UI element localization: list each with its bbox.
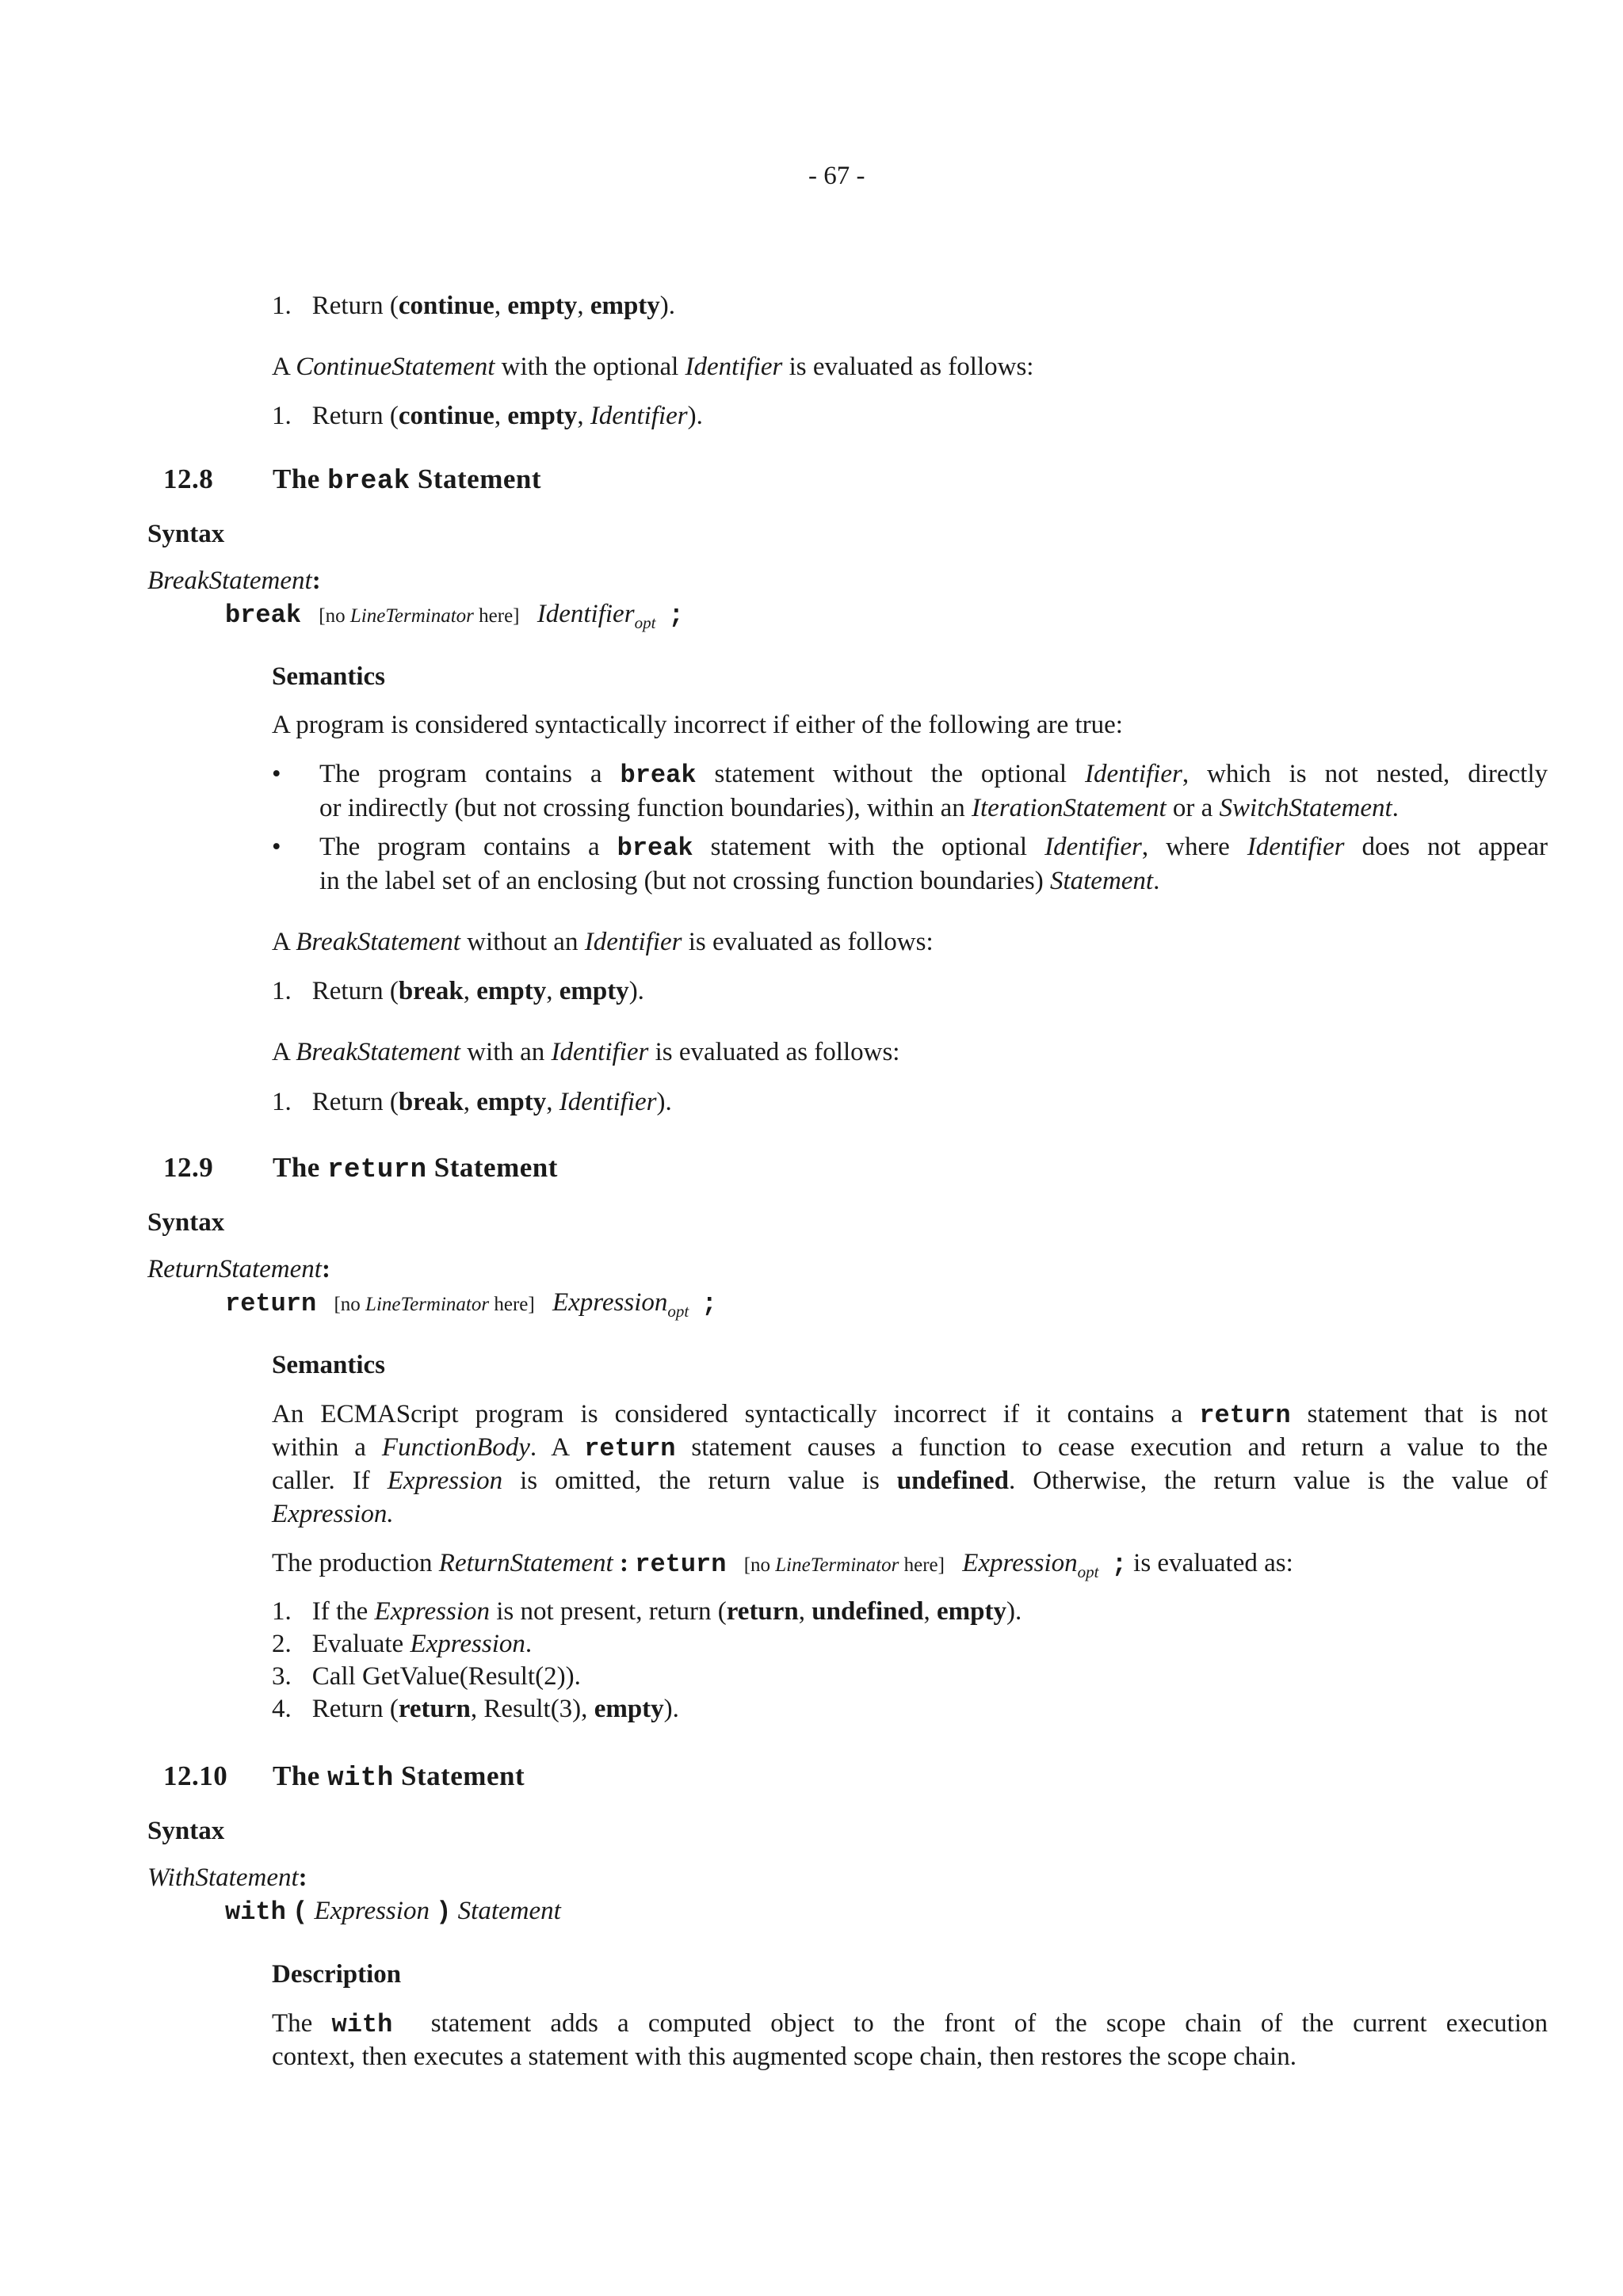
production-operand: Identifier$_{opt}$ [537,600,656,632]
step-number: 1. [272,402,292,430]
no-line-terminator-note: [no LineTerminator here] [319,605,520,627]
bullet-dot: • [272,760,281,788]
production-rhs-with: with ( Expression ) Statement [225,1897,561,1927]
break-without-step: 1. Return (break, empty, empty). [272,977,644,1005]
production-rhs-return: return [no LineTerminator here] Expression$_{opt}$ ; [225,1288,717,1321]
section-heading-12-8 [163,463,718,498]
list-item: 3. Call GetValue(Result(2)). [272,1662,581,1691]
list-item: 1. If the Expression is not present, return (return, undefined, empty). [272,1597,1022,1626]
production-name-return: ReturnStatement: [147,1255,330,1283]
list-item: 4. Return (return, Result(3), empty). [272,1695,679,1723]
section-heading-12-9 [163,1151,718,1186]
list-item: 2. Evaluate Expression. [272,1630,533,1658]
section-title: The with Statement [273,1760,525,1794]
break-with-step: 1. Return (break, empty, Identifier). [272,1088,672,1116]
with-desc-line-2: context, then executes a statement with this augmented scope chain, then restores the scope chain. [272,2042,1296,2071]
production-name-break: BreakStatement: [147,566,321,595]
return-para-line-4: Expression. [272,1500,394,1528]
continue-step-1: 1. Return (continue, empty, empty). [272,292,676,320]
continue-step-2: 1. Return (continue, empty, Identifier). [272,402,703,430]
production-operand: Expression$_{opt}$ [552,1288,689,1321]
bullet-2-line-2: in the label set of an enclosing (but not crossing function boundaries) Statement. [319,867,1160,895]
return-para-line-3: caller. If Expression is omitted, the return value is undefined. Otherwise, the return value is the value of [272,1466,1548,1495]
break-with-identifier-intro: A BreakStatement with an Identifier is evaluated as follows: [272,1038,900,1066]
return-steps [272,1596,1022,1726]
with-desc-line-1: The with statement adds a computed object to the front of the scope chain of the current execution [272,2009,1549,2039]
bullet-1-line-2: or indirectly (but not crossing function boundaries), within an IterationStatement or a SwitchStatement. [319,794,1399,822]
production-name-with: WithStatement: [147,1863,307,1892]
bullet-dot: • [272,833,281,861]
keyword-break: break [225,601,302,630]
production-rhs-break: break [no LineTerminator here] Identifier$_{opt}$ ; [225,600,684,632]
syntax-label: Syntax [147,520,225,548]
section-title: The break Statement [273,463,542,497]
bullet-1-line-1: The program contains a break statement without the optional Identifier, which is not nested, directly [319,760,1549,790]
return-para-line-2: within a FunctionBody. A return statement causes a function to cease execution and return a value to the [272,1433,1548,1463]
continue-with-identifier-intro: A ContinueStatement with the optional Identifier is evaluated as follows: [272,353,1034,381]
keyword-return: return [225,1289,317,1318]
description-label: Description [272,1960,402,1989]
return-para-line-1: An ECMAScript program is considered syntactically incorrect if it contains a return statement that is not [272,1400,1549,1430]
semantics-intro: A program is considered syntactically incorrect if either of the following are true: [272,711,1123,739]
return-production-intro: The production ReturnStatement : return [no LineTerminator here] Expression$_{opt}$ ; is evaluated as: [272,1549,1293,1581]
section-number: 12.8 [163,463,214,494]
section-heading-12-10 [163,1760,718,1794]
step-number: 1. [272,292,292,320]
bullet-2-line-1: The program contains a break statement with the optional Identifier, where Identifier does not appear [319,833,1549,863]
semantics-label: Semantics [272,662,385,691]
syntax-label: Syntax [147,1817,225,1845]
section-number: 12.10 [163,1760,228,1791]
keyword-with: with [225,1897,286,1927]
syntax-label: Syntax [147,1208,225,1237]
section-title: The return Statement [273,1152,558,1185]
page-number: - 67 - [808,162,865,190]
no-line-terminator-note: [no LineTerminator here] [334,1294,535,1315]
semantics-label: Semantics [272,1351,385,1379]
break-without-identifier-intro: A BreakStatement without an Identifier is evaluated as follows: [272,928,934,956]
section-number: 12.9 [163,1152,214,1183]
